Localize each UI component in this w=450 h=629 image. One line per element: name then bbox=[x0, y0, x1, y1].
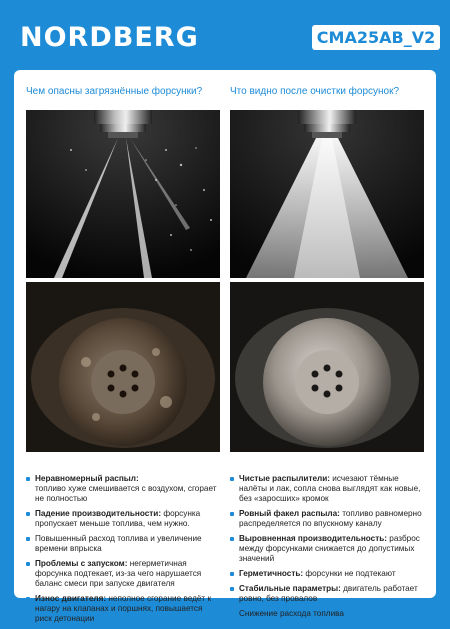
list-item: Падение производительности: форсунка пропускает меньше топлива, чем нужно. bbox=[26, 509, 220, 529]
content-card bbox=[14, 70, 436, 623]
brand-logo: NORDBERG bbox=[20, 22, 199, 53]
model-badge: CMA25AB_V2 bbox=[312, 25, 440, 50]
bullet-icon bbox=[26, 512, 30, 516]
bullet-icon bbox=[230, 587, 234, 591]
bullet-icon bbox=[26, 562, 30, 566]
right-column-title: Что видно после очистки форсунок? bbox=[230, 86, 400, 97]
bullet-icon bbox=[230, 612, 234, 616]
list-item: Чистые распылители: исчезают тёмные налёты и лак, сопла снова выглядят как новые, без «заросших» кромок bbox=[230, 474, 424, 504]
header bbox=[0, 0, 450, 70]
clean-results-list bbox=[230, 474, 424, 624]
list-item: Износ двигателя: неполное сгорание ведёт к нагару на клапанах и поршнях, повышается риск детонации bbox=[26, 594, 220, 624]
bullet-icon bbox=[26, 597, 30, 601]
list-item: Повышенный расход топлива и увеличение времени впрыска bbox=[26, 534, 220, 554]
dirty-spray-image bbox=[26, 110, 220, 278]
list-item: Герметичность: форсунки не подтекают bbox=[230, 569, 424, 579]
dirty-effects-list bbox=[26, 474, 220, 629]
left-column-title: Чем опасны загрязнённые форсунки? bbox=[26, 86, 203, 97]
bullet-icon bbox=[230, 572, 234, 576]
clean-nozzle-image bbox=[230, 282, 424, 452]
bullet-icon bbox=[26, 537, 30, 541]
bullet-icon bbox=[230, 512, 234, 516]
list-item: Проблемы с запуском: негерметичная форсунка подтекает, из-за чего нарушается баланс смеси при запуске двигателя bbox=[26, 559, 220, 589]
list-item: Неравномерный распыл: топливо хуже смешивается с воздухом, сгорает не полностью bbox=[26, 474, 220, 504]
list-item: Стабильные параметры: двигатель работает ровно, без провалов bbox=[230, 584, 424, 604]
list-item: Выровненная производительность: разброс между форсунками снижается до допустимых значений bbox=[230, 534, 424, 564]
bullet-icon bbox=[230, 477, 234, 481]
list-item: Снижение расхода топлива bbox=[230, 609, 424, 619]
list-item: Ровный факел распыла: топливо равномерно распределяется по впускному каналу bbox=[230, 509, 424, 529]
bullet-icon bbox=[230, 537, 234, 541]
bullet-icon bbox=[26, 477, 30, 481]
dirty-nozzle-image bbox=[26, 282, 220, 452]
clean-spray-image bbox=[230, 110, 424, 278]
